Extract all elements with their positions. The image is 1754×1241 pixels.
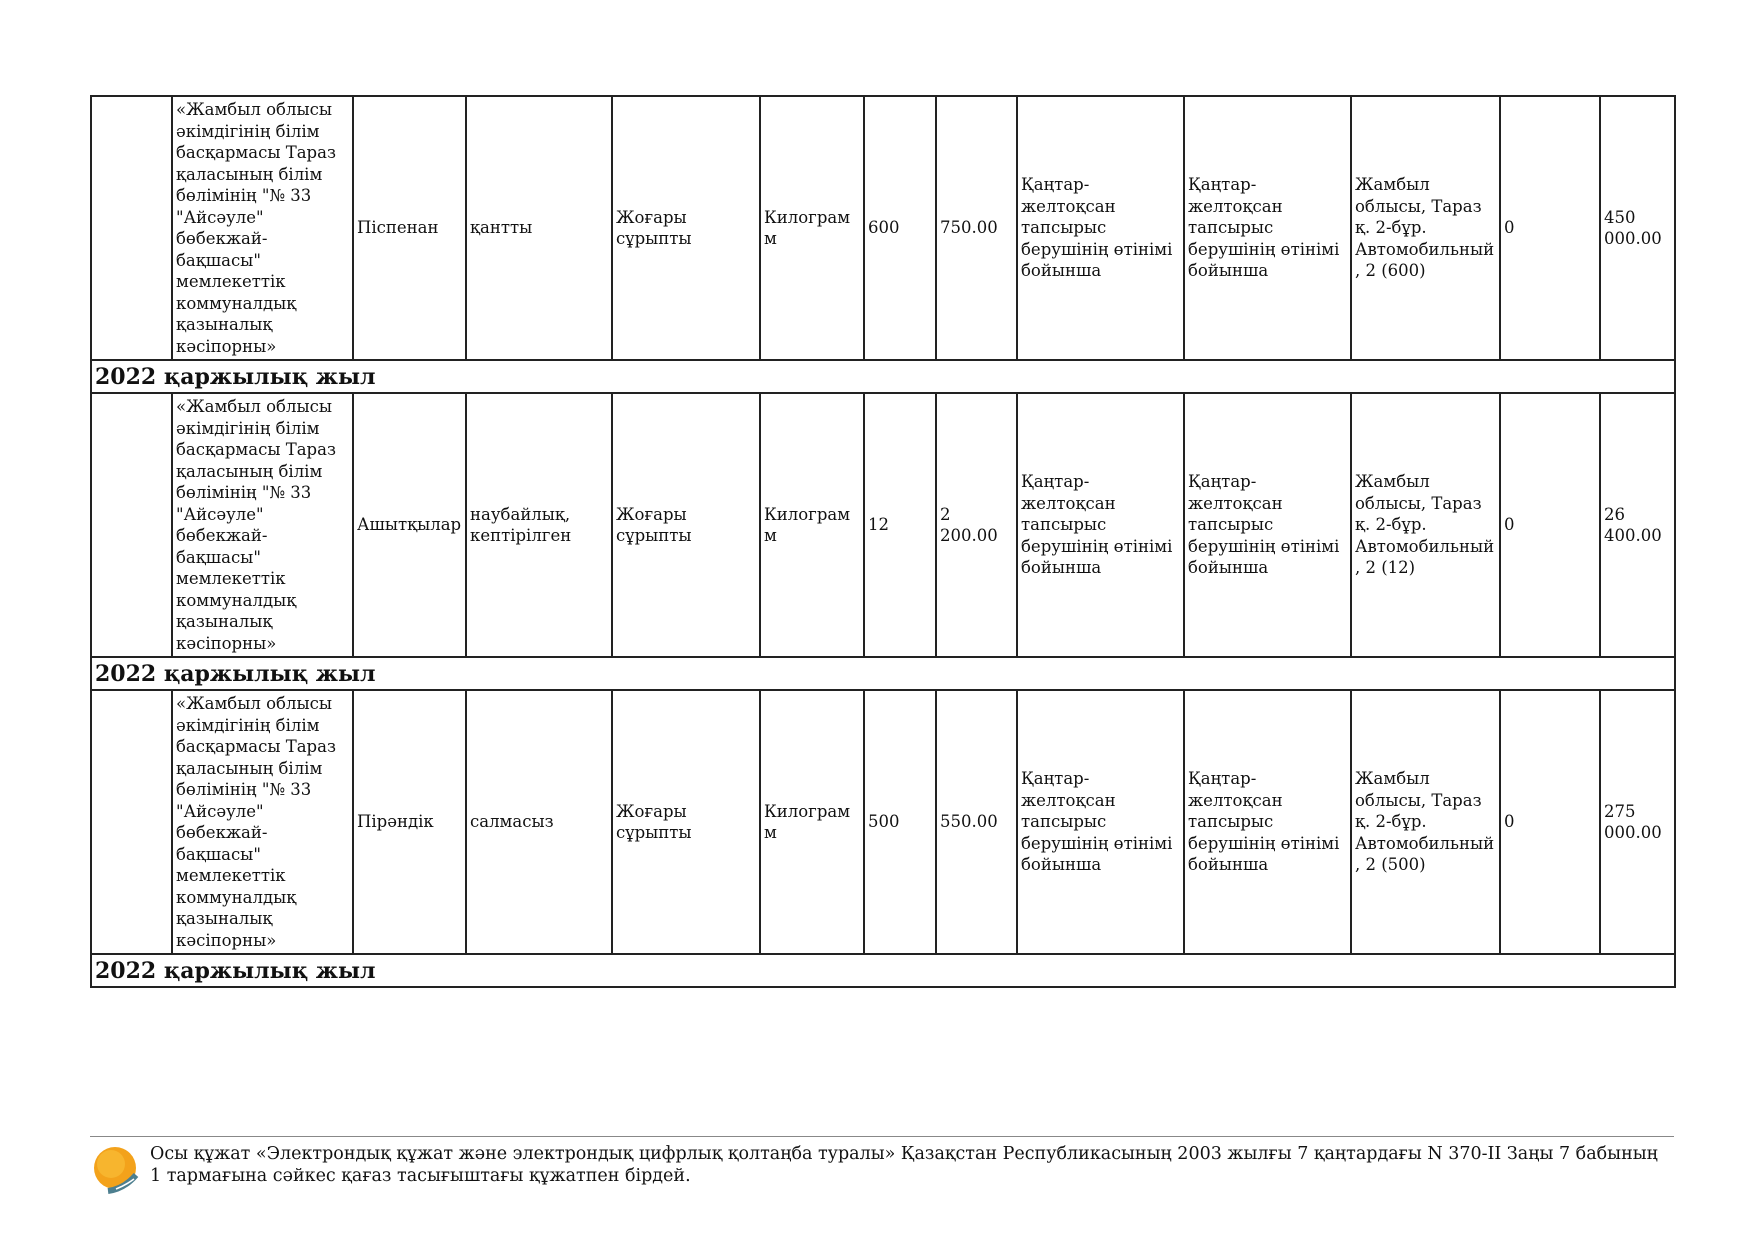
cell-quality: Жоғары сұрыпты [612,96,760,360]
cell-customer: «Жамбыл облысы әкімдігінің білім басқармасы Тараз қаласының білім бөлімінің "№ 33 "Айсәуле" бөбекжай-бақшасы" мемлекеттік коммуналдық қазыналық кәсіпорны» [172,96,353,360]
cell-quantity: 12 [864,393,936,657]
cell-advance: 0 [1500,393,1600,657]
cell-delivery-place: Жамбыл облысы, Тараз қ. 2-бұр. Автомобильный, 2 (500) [1351,690,1500,954]
cell-delivery-place: Жамбыл облысы, Тараз қ. 2-бұр. Автомобильный, 2 (12) [1351,393,1500,657]
cell-price: 550.00 [936,690,1017,954]
procurement-table [90,95,1676,988]
cell-quantity: 500 [864,690,936,954]
egov-sun-logo-icon [90,1145,140,1195]
cell-number [91,690,172,954]
fiscal-year-label: 2022 қаржылық жыл [91,360,1675,393]
table-row [91,393,1675,657]
cell-item-description: қантты [466,96,612,360]
cell-customer: «Жамбыл облысы әкімдігінің білім басқармасы Тараз қаласының білім бөлімінің "№ 33 "Айсәуле" бөбекжай-бақшасы" мемлекеттік коммуналдық қазыналық кәсіпорны» [172,393,353,657]
cell-delivery-term-2: Қаңтар-желтоқсан тапсырыс берушінің өтінімі бойынша [1184,393,1351,657]
footer-legal-text: Осы құжат «Электрондық құжат және электрондық цифрлық қолтаңба туралы» Қазақстан Республикасының 2003 жылғы 7 қаңтардағы N 370-II Заңы 7 бабының 1 тармағына сәйкес қағаз тасығыштағы құжатпен бірдей. [150,1144,1658,1186]
cell-total: 26 400.00 [1600,393,1675,657]
fiscal-year-label: 2022 қаржылық жыл [91,657,1675,690]
year-row [91,657,1675,690]
cell-total: 450 000.00 [1600,96,1675,360]
cell-customer: «Жамбыл облысы әкімдігінің білім басқармасы Тараз қаласының білім бөлімінің "№ 33 "Айсәуле" бөбекжай-бақшасы" мемлекеттік коммуналдық қазыналық кәсіпорны» [172,690,353,954]
year-row [91,954,1675,987]
cell-advance: 0 [1500,96,1600,360]
table-body [91,96,1675,987]
cell-number [91,96,172,360]
cell-quantity: 600 [864,96,936,360]
cell-unit: Килограмм [760,96,864,360]
cell-price: 750.00 [936,96,1017,360]
cell-advance: 0 [1500,690,1600,954]
table-row [91,96,1675,360]
cell-unit: Килограмм [760,393,864,657]
cell-delivery-term: Қаңтар-желтоқсан тапсырыс берушінің өтінімі бойынша [1017,393,1184,657]
cell-delivery-place: Жамбыл облысы, Тараз қ. 2-бұр. Автомобильный, 2 (600) [1351,96,1500,360]
cell-delivery-term-2: Қаңтар-желтоқсан тапсырыс берушінің өтінімі бойынша [1184,96,1351,360]
fiscal-year-label: 2022 қаржылық жыл [91,954,1675,987]
cell-item-name: Піспенан [353,96,466,360]
document-footer [90,1136,1674,1195]
cell-item-description: наубайлық, кептірілген [466,393,612,657]
cell-delivery-term: Қаңтар-желтоқсан тапсырыс берушінің өтінімі бойынша [1017,690,1184,954]
cell-quality: Жоғары сұрыпты [612,393,760,657]
cell-number [91,393,172,657]
cell-delivery-term-2: Қаңтар-желтоқсан тапсырыс берушінің өтінімі бойынша [1184,690,1351,954]
year-row [91,360,1675,393]
cell-unit: Килограмм [760,690,864,954]
cell-delivery-term: Қаңтар-желтоқсан тапсырыс берушінің өтінімі бойынша [1017,96,1184,360]
cell-total: 275 000.00 [1600,690,1675,954]
cell-item-description: салмасыз [466,690,612,954]
cell-quality: Жоғары сұрыпты [612,690,760,954]
procurement-table-sheet [90,95,1674,988]
table-row [91,690,1675,954]
cell-item-name: Пірәндік [353,690,466,954]
cell-item-name: Ашытқылар [353,393,466,657]
cell-price: 2 200.00 [936,393,1017,657]
